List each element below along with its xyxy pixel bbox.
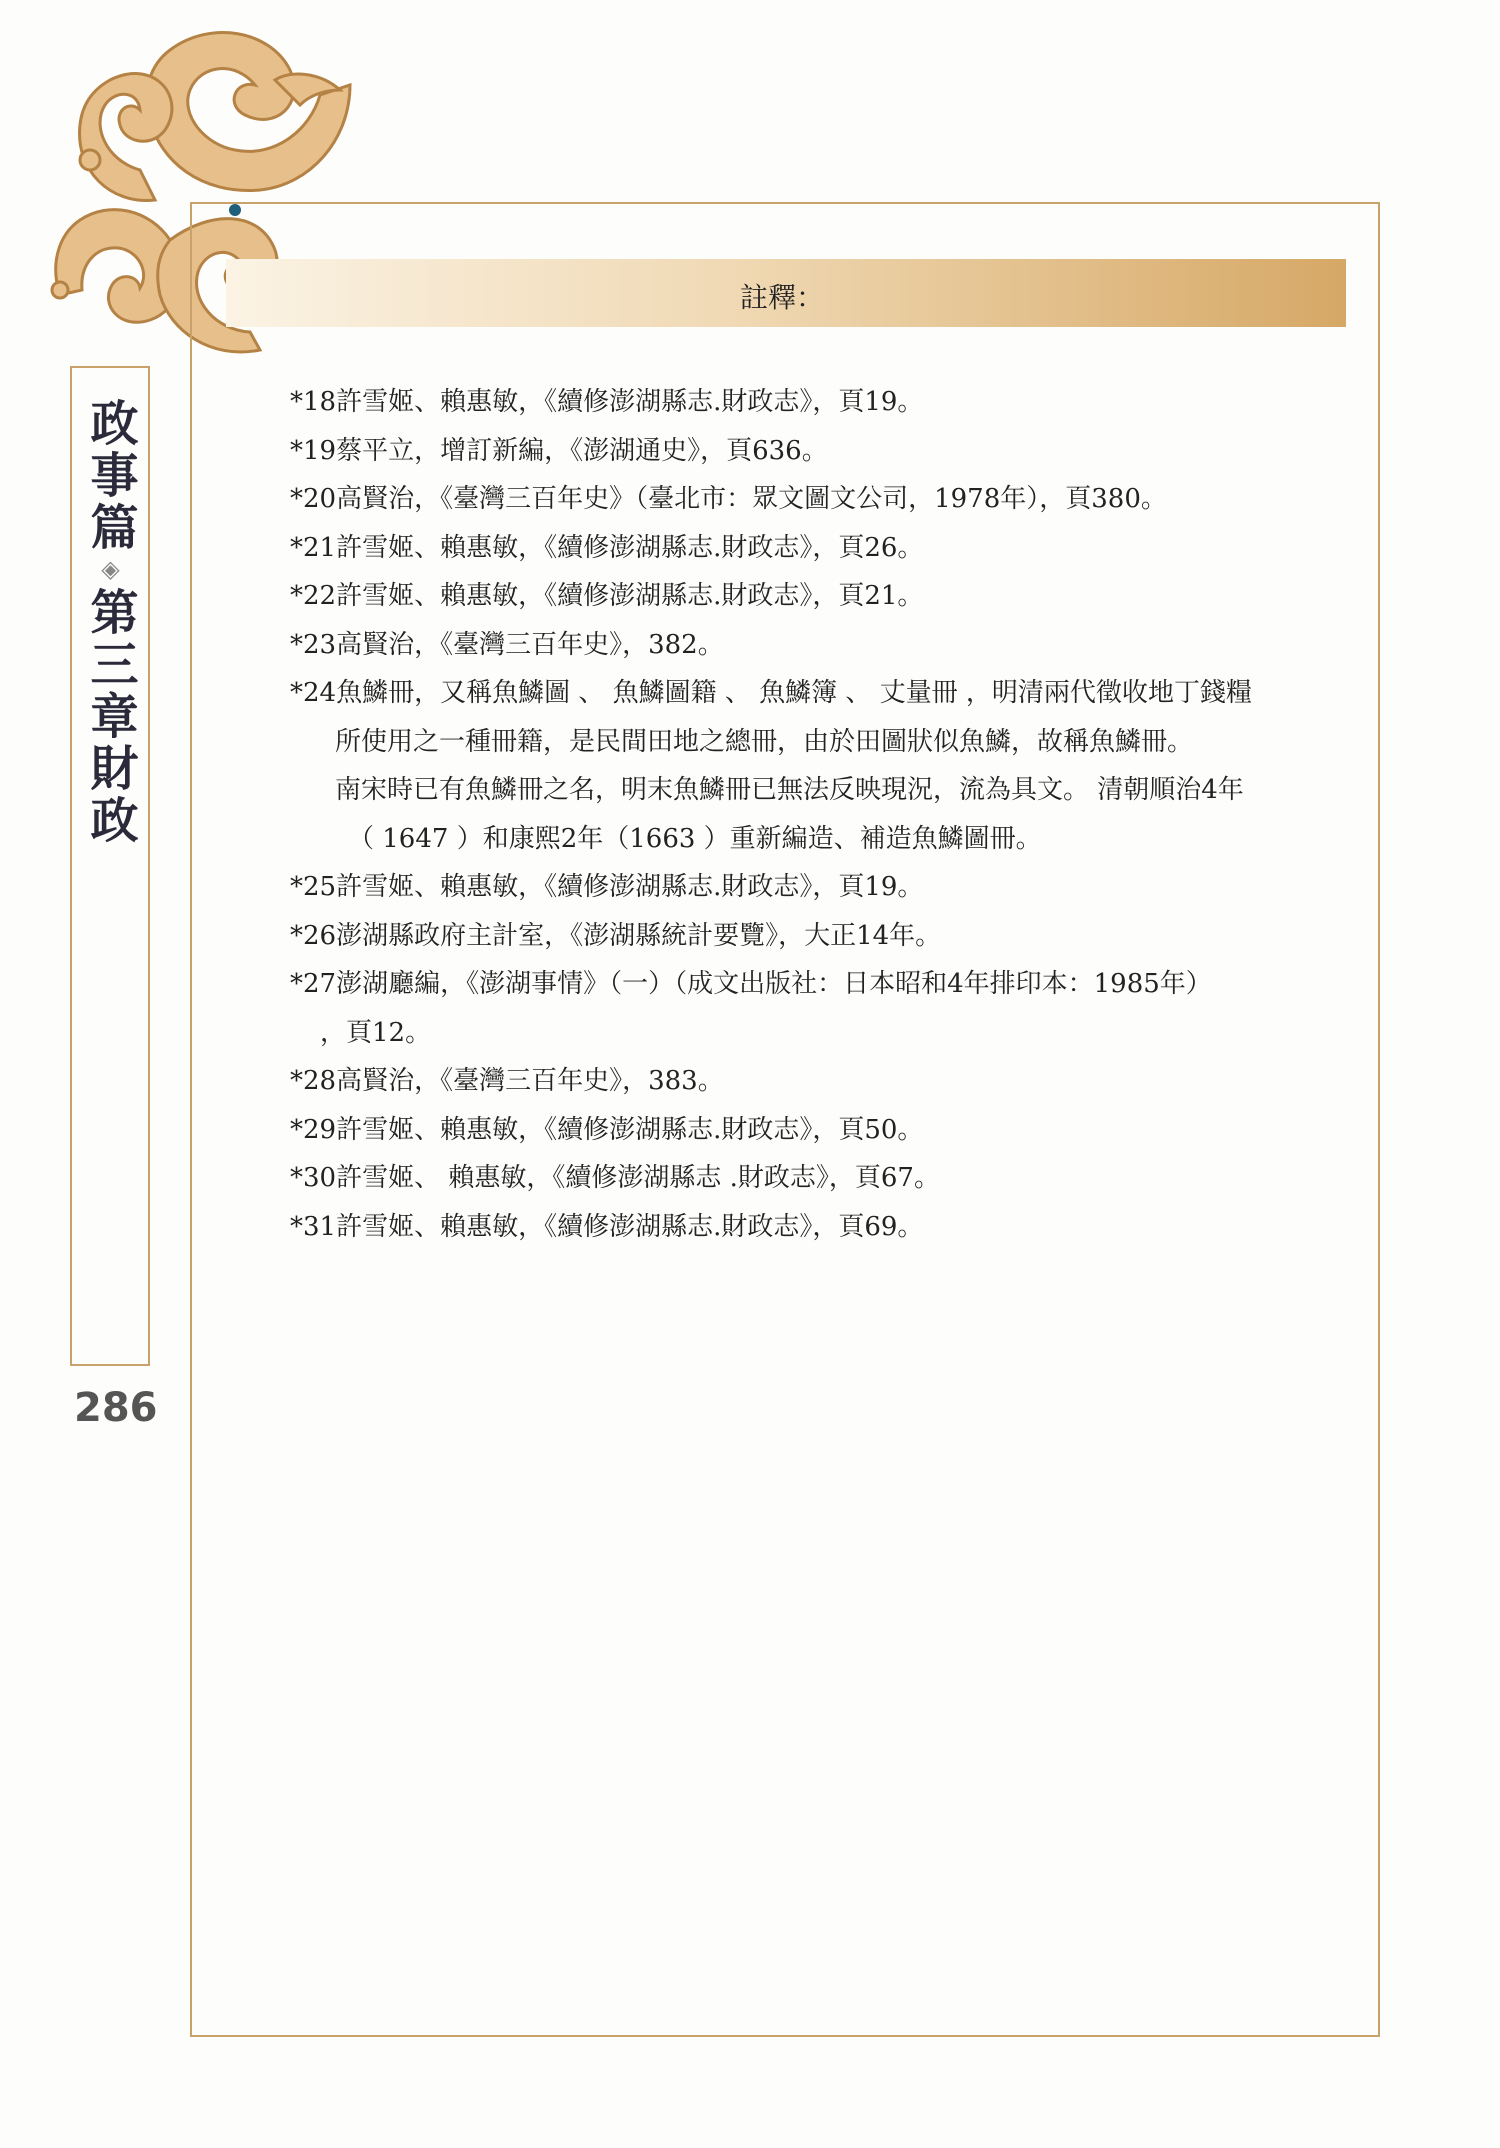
notes-heading: 註釋：	[740, 281, 825, 314]
note-29: *29許雪姬、賴惠敏，《續修澎湖縣志.財政志》，頁50。	[290, 1114, 924, 1145]
note-21: *21許雪姬、賴惠敏，《續修澎湖縣志.財政志》，頁26。	[290, 532, 924, 563]
note-24: *24魚鱗冊，又稱魚鱗圖 、 魚鱗圖籍 、 魚鱗簿 、 丈量冊 ，明清兩代徵收地丁錢糧	[290, 678, 1252, 708]
separator-icon: ◈	[96, 554, 125, 587]
note-24-continuation: （ 1647 ）和康熙2年（1663 ）重新編造、補造魚鱗圖冊。	[348, 823, 1042, 854]
section-label: 財政	[82, 743, 138, 847]
note-30: *30許雪姬、 賴惠敏，《續修澎湖縣志 .財政志》，頁67。	[290, 1163, 940, 1193]
note-23: *23高賢治，《臺灣三百年史》，382。	[290, 629, 724, 660]
chapter-label: 第三章	[82, 587, 138, 743]
page-number: 286	[74, 1385, 158, 1431]
note-20: *20高賢治，《臺灣三百年史》（臺北市：眾文圖文公司，1978年），頁380。	[290, 484, 1167, 514]
note-26: *26澎湖縣政府主計室，《澎湖縣統計要覽》，大正14年。	[290, 920, 942, 951]
note-27-continuation: ，頁12。	[320, 1017, 432, 1048]
chapter-sidebar	[70, 366, 150, 1366]
notes-list	[290, 378, 1350, 1251]
note-25: *25許雪姬、賴惠敏，《續修澎湖縣志.財政志》，頁19。	[290, 872, 924, 902]
note-24-continuation: 南宋時已有魚鱗冊之名，明末魚鱗冊已無法反映現況，流為具文。 清朝順治4年	[335, 775, 1244, 805]
note-18: *18許雪姬、賴惠敏，《續修澎湖縣志.財政志》，頁19。	[290, 387, 924, 417]
note-31: *31許雪姬、賴惠敏，《續修澎湖縣志.財政志》，頁69。	[290, 1211, 924, 1242]
note-19: *19蔡平立，增訂新編，《澎湖通史》，頁636。	[290, 435, 828, 466]
note-22: *22許雪姬、賴惠敏，《續修澎湖縣志.財政志》，頁21。	[290, 581, 924, 611]
note-27: *27澎湖廳編，《澎湖事情》（一）（成文出版社：日本昭和4年排印本：1985年）	[290, 969, 1212, 999]
note-28: *28高賢治，《臺灣三百年史》，383。	[290, 1066, 724, 1096]
part-label: 政事篇	[82, 398, 138, 554]
note-24-continuation: 所使用之一種冊籍，是民間田地之總冊，由於田圖狀似魚鱗，故稱魚鱗冊。	[335, 726, 1194, 757]
chapter-title	[72, 398, 148, 847]
